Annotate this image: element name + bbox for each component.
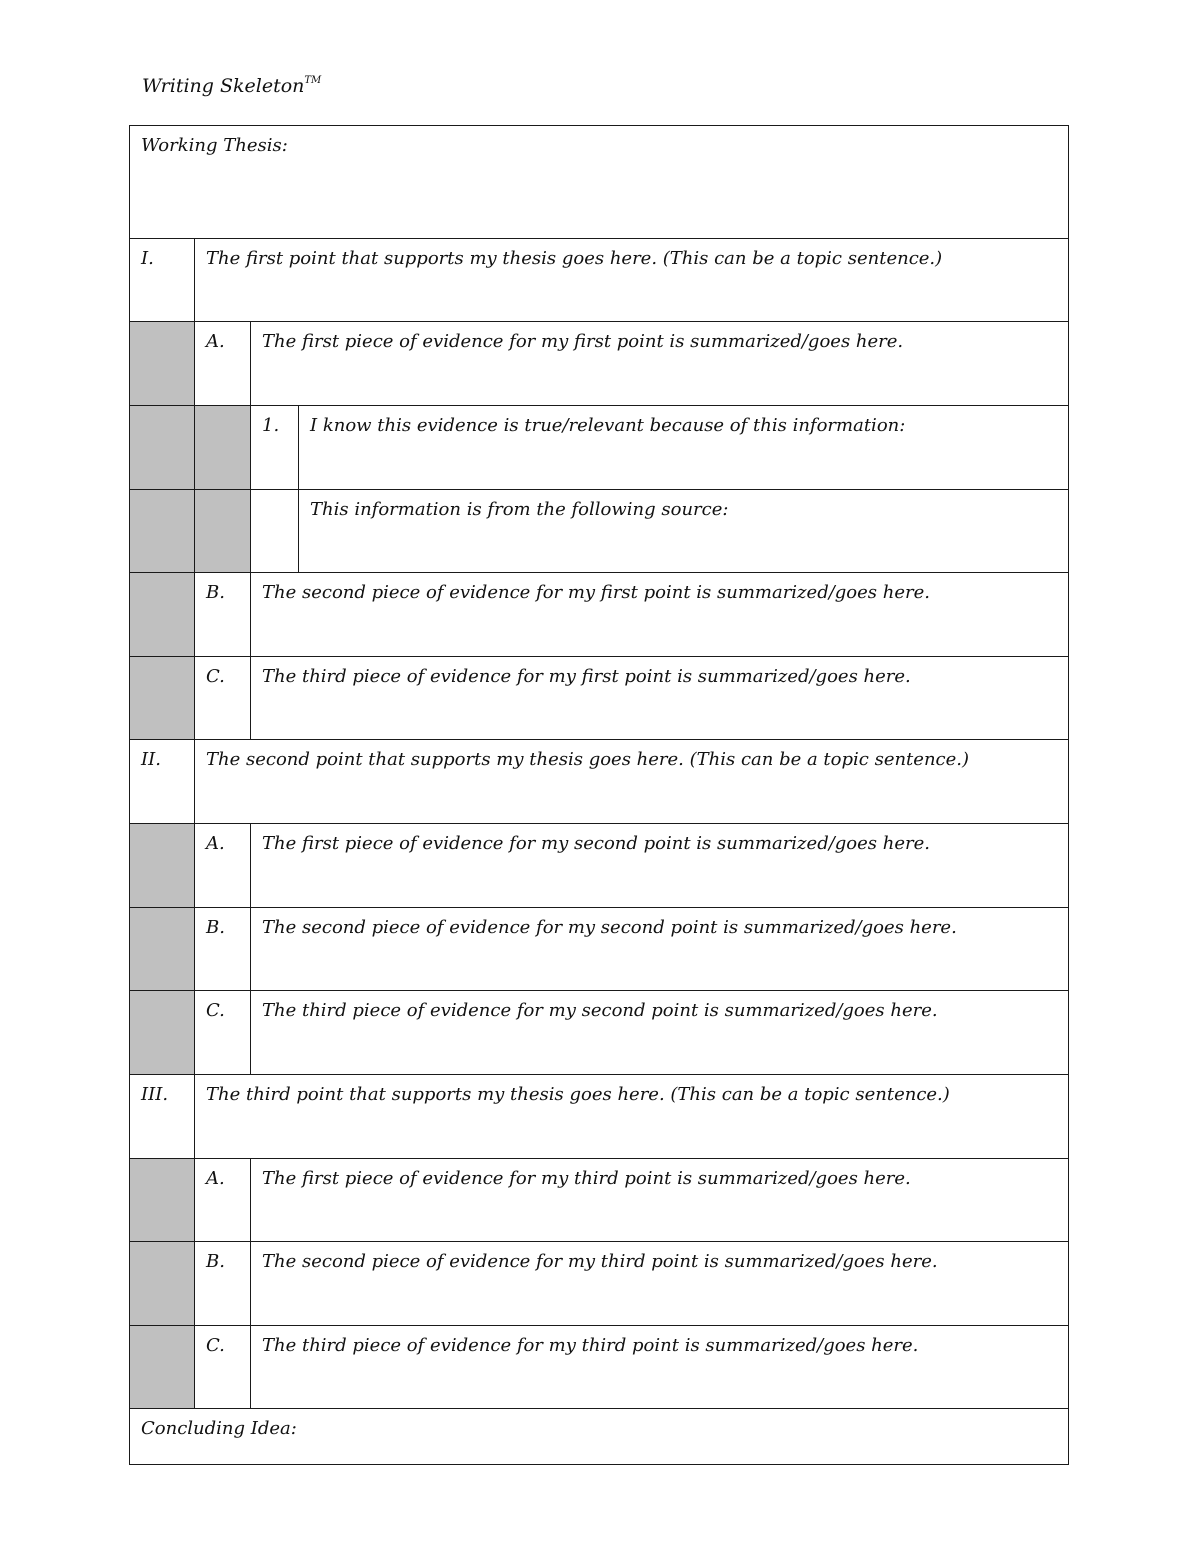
thesis-label: Working Thesis: bbox=[141, 135, 288, 156]
indent-shade bbox=[130, 656, 195, 740]
point-row bbox=[130, 1074, 1069, 1158]
point-text-cell[interactable]: The first point that supports my thesis goes here. (This can be a topic sentence.) bbox=[195, 238, 1069, 322]
indent-shade bbox=[130, 322, 195, 406]
evidence-row bbox=[130, 1158, 1069, 1242]
evidence-text-cell[interactable]: The third piece of evidence for my third point is summarized/goes here. bbox=[251, 1325, 1069, 1409]
evidence-marker: B. bbox=[195, 907, 251, 991]
point-row bbox=[130, 238, 1069, 322]
evidence-text-cell[interactable]: The second piece of evidence for my second point is summarized/goes here. bbox=[251, 907, 1069, 991]
indent-shade bbox=[130, 573, 195, 657]
indent-shade bbox=[130, 907, 195, 991]
evidence-row bbox=[130, 1242, 1069, 1326]
trademark-mark: TM bbox=[304, 75, 322, 86]
evidence-marker: B. bbox=[195, 573, 251, 657]
evidence-text-cell[interactable]: The first piece of evidence for my first point is summarized/goes here. bbox=[251, 322, 1069, 406]
support-text-cell[interactable]: I know this evidence is true/relevant because of this information: bbox=[299, 406, 1069, 490]
indent-shade bbox=[130, 489, 195, 573]
evidence-text-cell[interactable]: The first piece of evidence for my second point is summarized/goes here. bbox=[251, 824, 1069, 908]
evidence-marker: C. bbox=[195, 1325, 251, 1409]
evidence-text-cell[interactable]: The second piece of evidence for my third point is summarized/goes here. bbox=[251, 1242, 1069, 1326]
evidence-row bbox=[130, 322, 1069, 406]
indent-shade bbox=[195, 489, 251, 573]
evidence-marker: A. bbox=[195, 1158, 251, 1242]
source-text-cell[interactable]: This information is from the following source: bbox=[299, 489, 1069, 573]
indent-shade bbox=[130, 991, 195, 1075]
thesis-row bbox=[130, 126, 1069, 239]
conclusion-cell[interactable] bbox=[130, 1409, 1069, 1465]
point-text-cell[interactable]: The third point that supports my thesis goes here. (This can be a topic sentence.) bbox=[195, 1074, 1069, 1158]
support-marker: 1. bbox=[251, 406, 299, 490]
evidence-marker: B. bbox=[195, 1242, 251, 1326]
evidence-row bbox=[130, 824, 1069, 908]
evidence-row bbox=[130, 573, 1069, 657]
point-marker: I. bbox=[130, 238, 195, 322]
evidence-marker: C. bbox=[195, 656, 251, 740]
evidence-text-cell[interactable]: The second piece of evidence for my first point is summarized/goes here. bbox=[251, 573, 1069, 657]
thesis-cell[interactable] bbox=[130, 126, 1069, 239]
point-text-cell[interactable]: The second point that supports my thesis goes here. (This can be a topic sentence.) bbox=[195, 740, 1069, 824]
point-marker: III. bbox=[130, 1074, 195, 1158]
indent-shade bbox=[130, 406, 195, 490]
source-marker-blank bbox=[251, 489, 299, 573]
writing-skeleton-table bbox=[129, 125, 1069, 1465]
indent-shade bbox=[130, 1242, 195, 1326]
evidence-row bbox=[130, 656, 1069, 740]
point-marker: II. bbox=[130, 740, 195, 824]
evidence-row bbox=[130, 907, 1069, 991]
page-title-text: Writing Skeleton bbox=[142, 75, 305, 97]
evidence-row bbox=[130, 991, 1069, 1075]
support-row bbox=[130, 406, 1069, 490]
point-row bbox=[130, 740, 1069, 824]
evidence-marker: C. bbox=[195, 991, 251, 1075]
evidence-text-cell[interactable]: The first piece of evidence for my third point is summarized/goes here. bbox=[251, 1158, 1069, 1242]
indent-shade bbox=[130, 824, 195, 908]
source-row bbox=[130, 489, 1069, 573]
conclusion-row bbox=[130, 1409, 1069, 1465]
indent-shade bbox=[130, 1325, 195, 1409]
indent-shade bbox=[195, 406, 251, 490]
evidence-text-cell[interactable]: The third piece of evidence for my second point is summarized/goes here. bbox=[251, 991, 1069, 1075]
evidence-row bbox=[130, 1325, 1069, 1409]
evidence-text-cell[interactable]: The third piece of evidence for my first point is summarized/goes here. bbox=[251, 656, 1069, 740]
indent-shade bbox=[130, 1158, 195, 1242]
conclusion-label: Concluding Idea: bbox=[141, 1418, 297, 1440]
page-title bbox=[142, 72, 321, 100]
evidence-marker: A. bbox=[195, 824, 251, 908]
evidence-marker: A. bbox=[195, 322, 251, 406]
